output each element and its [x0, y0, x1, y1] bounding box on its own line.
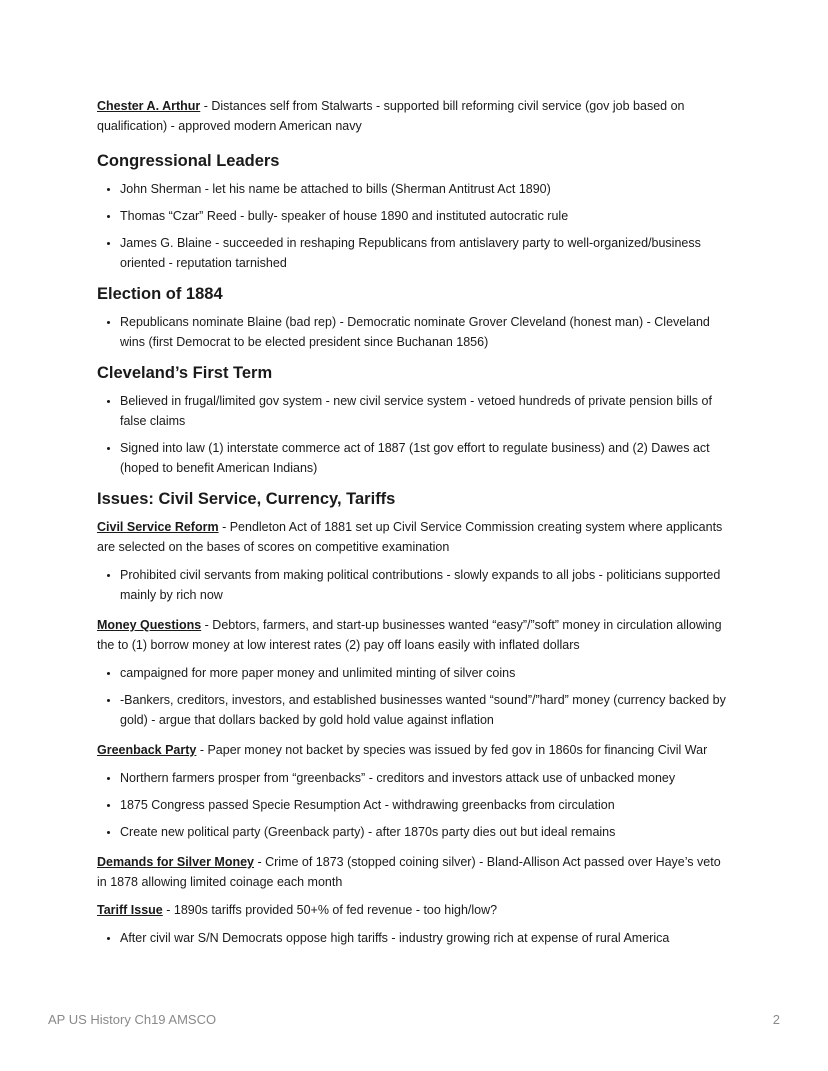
term-money-questions: Money Questions — [97, 618, 202, 632]
tariff-text: - 1890s tariffs provided 50+% of fed revenue - too high/low? — [162, 903, 498, 917]
list-item: • Republicans nominate Blaine (bad rep) - Democratic nominate Grover Cleveland (honest man) - Cleveland wins (first Democrat to be elected president since Buchanan 1856) — [120, 312, 732, 352]
civil-service-paragraph — [97, 517, 732, 557]
greenback-text: - Paper money not backet by species was issued by fed gov in 1860s for financing Civil War — [196, 743, 708, 757]
silver-paragraph — [97, 852, 732, 892]
term-demands-silver-money: Demands for Silver Money — [97, 855, 254, 869]
list-item: • James G. Blaine - succeeded in reshaping Republicans from antislavery party to well-organized/business oriented - reputation tarnished — [120, 233, 732, 273]
tariff-paragraph — [97, 900, 732, 920]
heading-cleveland-first-term: Cleveland’s First Term — [97, 364, 273, 382]
list-item: • 1875 Congress passed Specie Resumption Act - withdrawing greenbacks from circulation — [120, 795, 732, 815]
term-greenback-party: Greenback Party — [97, 743, 197, 757]
list-item: • After civil war S/N Democrats oppose high tariffs - industry growing rich at expense of rural America — [120, 928, 732, 948]
congressional-list — [97, 179, 732, 273]
silver-text: - Crime of 1873 (stopped coining silver) - Bland-Allison Act passed over Haye’s veto in 1878 allowing limited coinage each month — [97, 855, 721, 889]
greenback-list — [97, 768, 732, 842]
term-chester-arthur: Chester A. Arthur — [97, 99, 201, 113]
civil-service-list — [97, 565, 732, 605]
document-page — [97, 96, 732, 958]
tariff-list — [97, 928, 732, 948]
list-item: • Create new political party (Greenback party) - after 1870s party dies out but ideal remains — [120, 822, 732, 842]
list-item: • Thomas “Czar” Reed - bully- speaker of house 1890 and instituted autocratic rule — [120, 206, 732, 226]
list-item: • Believed in frugal/limited gov system - new civil service system - vetoed hundreds of private pension bills of false claims — [120, 391, 732, 431]
heading-congressional-leaders: Congressional Leaders — [97, 152, 280, 170]
election-list — [97, 312, 732, 352]
footer-title: AP US History Ch19 AMSCO — [48, 1012, 217, 1027]
list-item: • Northern farmers prosper from “greenbacks” - creditors and investors attack use of unbacked money — [120, 768, 732, 788]
heading-issues: Issues: Civil Service, Currency, Tariffs — [97, 490, 396, 508]
term-civil-service-reform: Civil Service Reform — [97, 520, 219, 534]
list-item: • Signed into law (1) interstate commerce act of 1887 (1st gov effort to regulate business) and (2) Dawes act (hoped to benefit American Indians) — [120, 438, 732, 478]
money-list — [97, 663, 732, 730]
civil-service-text: - Pendleton Act of 1881 set up Civil Service Commission creating system where applicants are selected on the bases of scores on competitive examination — [97, 520, 723, 554]
heading-election-1884: Election of 1884 — [97, 285, 223, 303]
greenback-paragraph — [97, 740, 732, 760]
list-item: • campaigned for more paper money and unlimited minting of silver coins — [120, 663, 732, 683]
term-tariff-issue: Tariff Issue — [97, 903, 163, 917]
money-paragraph — [97, 615, 732, 655]
money-text: - Debtors, farmers, and start-up businesses wanted “easy”/”soft” money in circulation allowing the to (1) borrow money at low interest rates (2) pay off loans easily with inflated dollars — [97, 618, 722, 652]
list-item: • -Bankers, creditors, investors, and established businesses wanted “sound”/”hard” money (currency backed by gold) - argue that dollars backed by gold hold value against inflation — [120, 690, 732, 730]
list-item: • Prohibited civil servants from making political contributions - slowly expands to all jobs - politicians supported mainly by rich now — [120, 565, 732, 605]
page-number: 2 — [772, 1012, 780, 1027]
intro-text: - Distances self from Stalwarts - supported bill reforming civil service (gov job based on qualification) - approved modern American navy — [97, 99, 685, 133]
intro-paragraph — [97, 96, 732, 136]
cleveland-list — [97, 391, 732, 478]
list-item: • John Sherman - let his name be attached to bills (Sherman Antitrust Act 1890) — [120, 179, 732, 199]
